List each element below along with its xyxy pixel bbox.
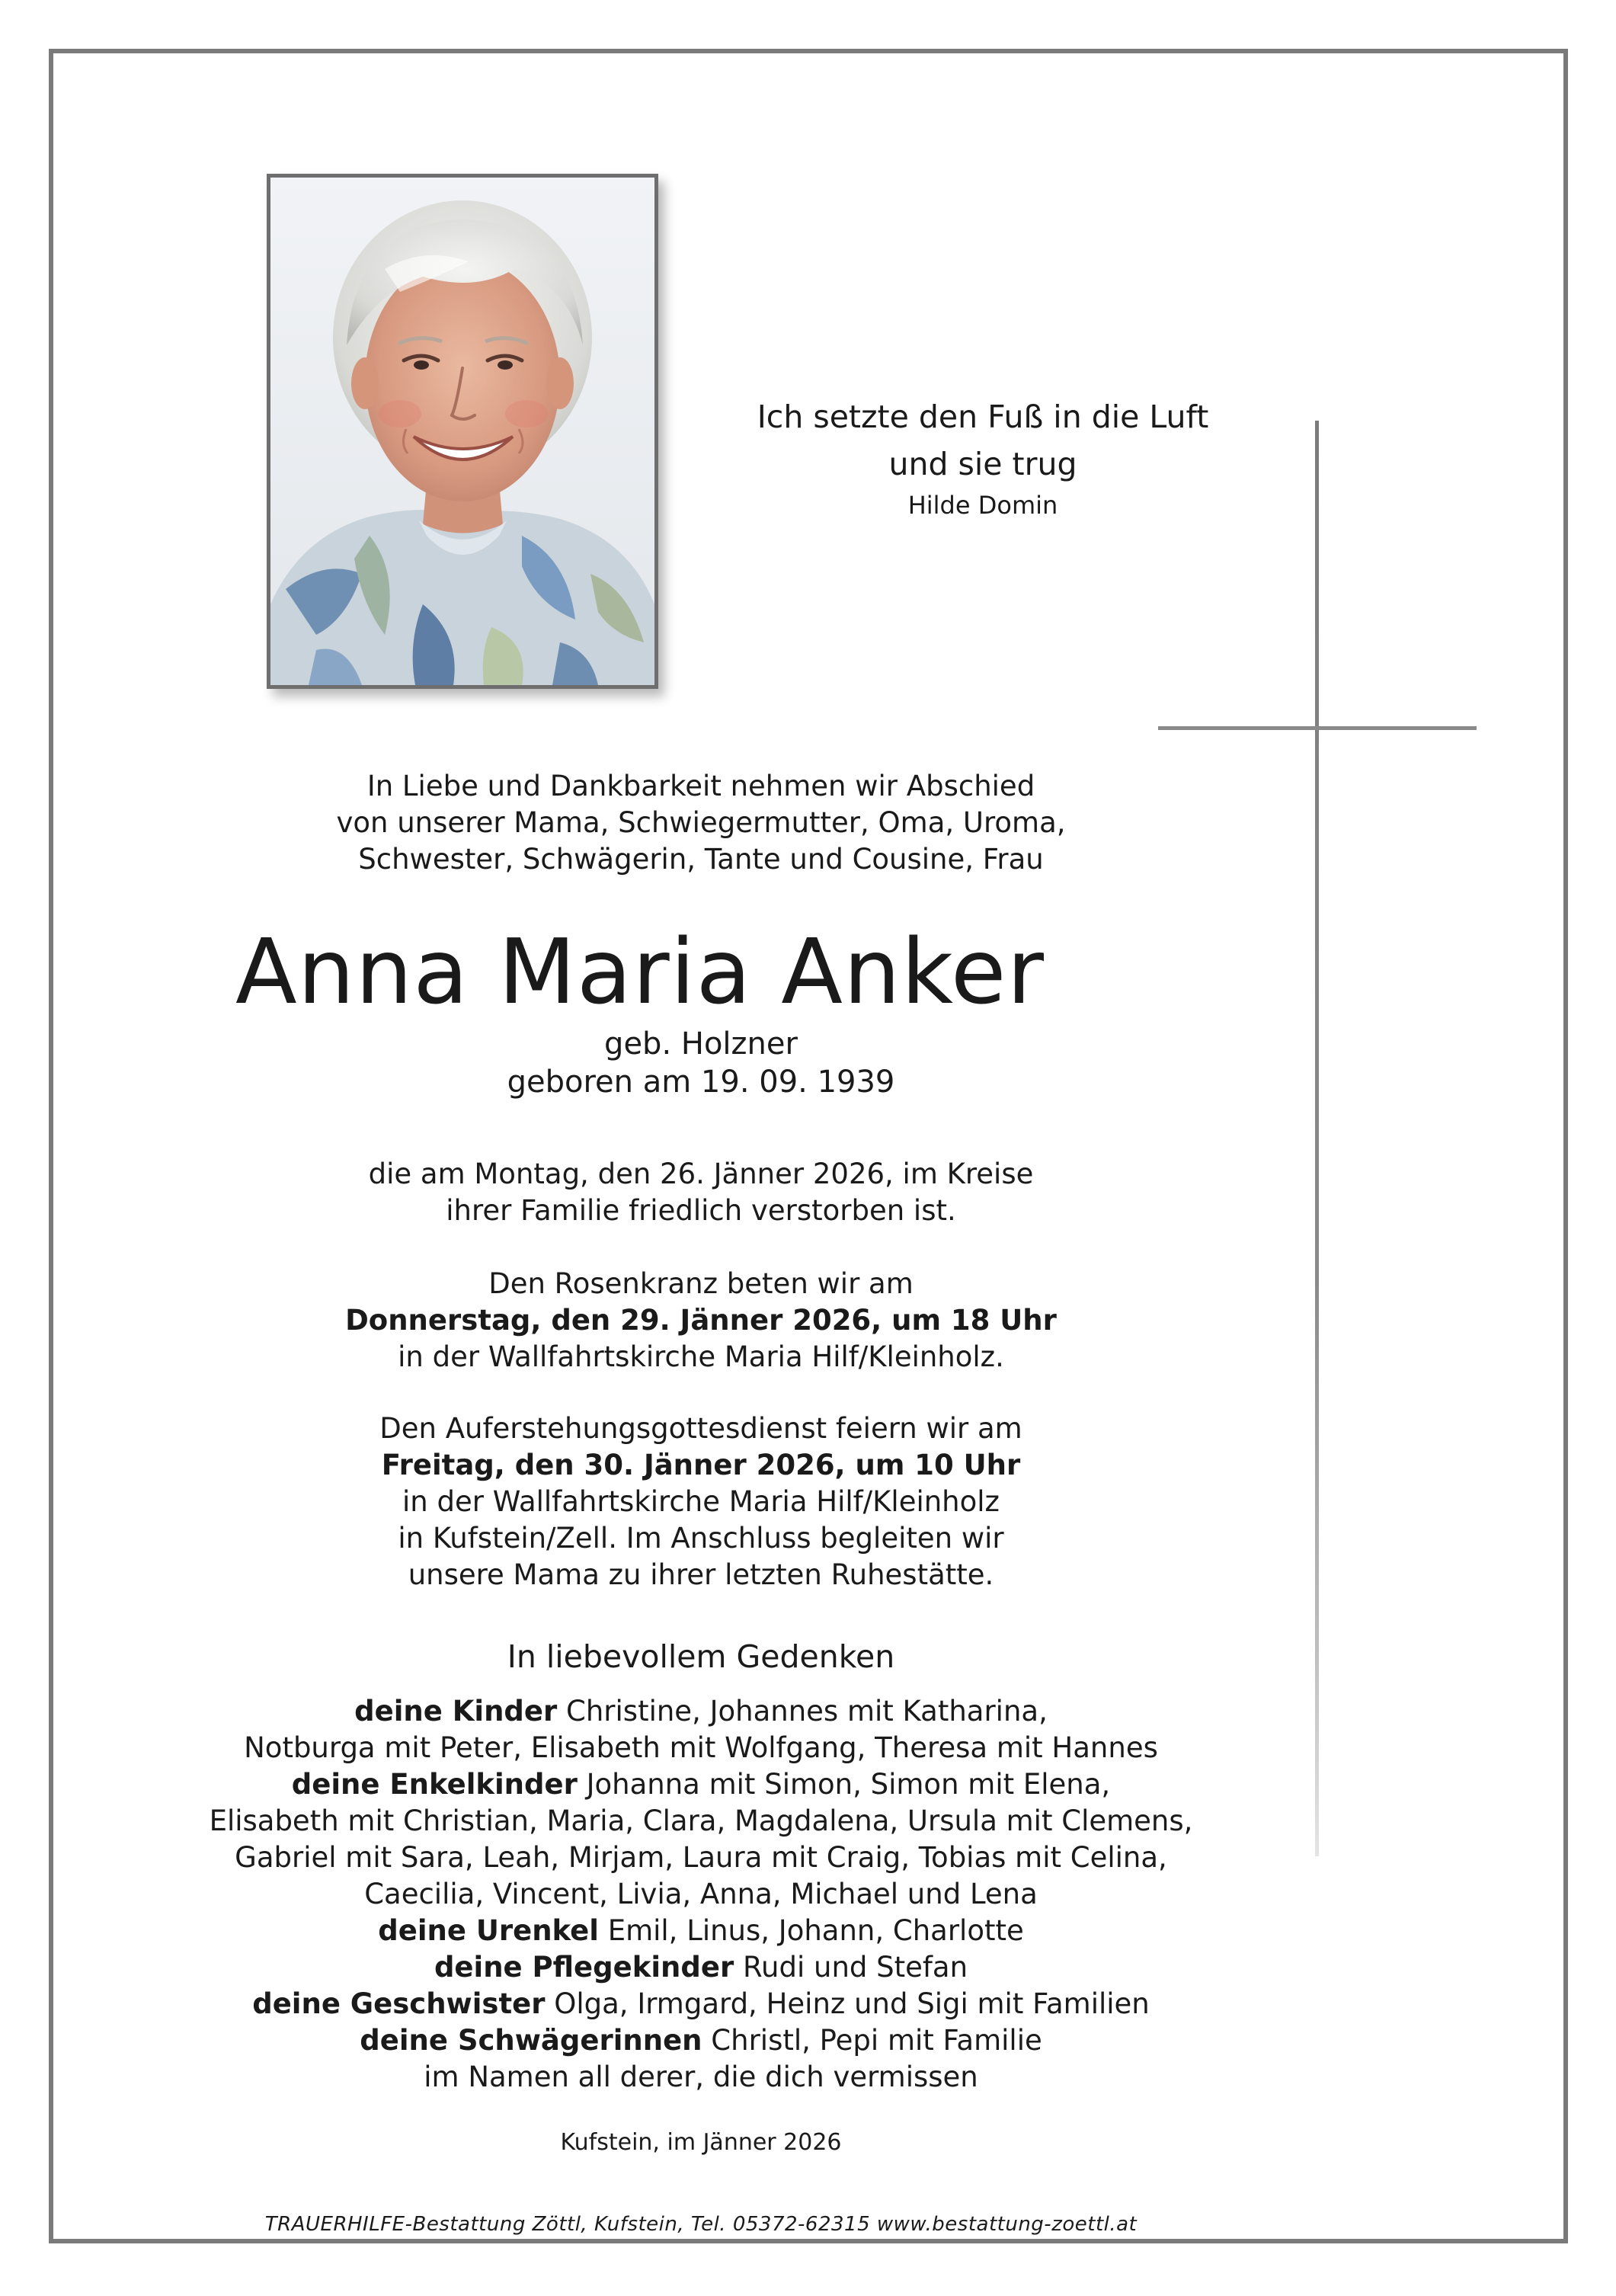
place-date-block bbox=[152, 2128, 1250, 2158]
mourners-closing: im Namen all derer, die dich vermissen bbox=[424, 2061, 978, 2093]
enkel-names-2: Elisabeth mit Christian, Maria, Clara, Magdalena, Ursula mit Clemens, bbox=[209, 1804, 1193, 1837]
service-date: Freitag, den 30. Jänner 2026, um 10 Uhr bbox=[381, 1449, 1021, 1481]
deceased-block bbox=[152, 918, 1250, 1101]
mourners-kinder bbox=[152, 1693, 1250, 1730]
mourners-pflegekinder bbox=[152, 1949, 1250, 1986]
memory-title: In liebevollem Gedenken bbox=[507, 1638, 895, 1675]
schwaeg-label: deine Schwägerinnen bbox=[360, 2024, 702, 2057]
birth-date: geboren am 19. 09. 1939 bbox=[507, 1065, 895, 1100]
rosary-line-1: Den Rosenkranz beten wir am bbox=[488, 1267, 914, 1300]
pflege-names: Rudi und Stefan bbox=[734, 1951, 968, 1984]
service-line-1: Den Auferstehungsgottesdienst feiern wir am bbox=[379, 1412, 1022, 1445]
kinder-names-2: Notburga mit Peter, Elisabeth mit Wolfgang, Theresa mit Hannes bbox=[244, 1731, 1158, 1764]
enkel-names-1: Johanna mit Simon, Simon mit Elena, bbox=[577, 1768, 1111, 1801]
enkel-names-4: Caecilia, Vincent, Livia, Anna, Michael und Lena bbox=[364, 1878, 1038, 1910]
mourners-enkel bbox=[152, 1766, 1250, 1803]
mourners-geschwister bbox=[152, 1986, 1250, 2022]
urenkel-names: Emil, Linus, Johann, Charlotte bbox=[598, 1914, 1024, 1947]
service-line-3: in der Wallfahrtskirche Maria Hilf/Kleinholz bbox=[402, 1485, 1000, 1518]
kinder-label: deine Kinder bbox=[354, 1695, 558, 1728]
death-line-1: die am Montag, den 26. Jänner 2026, im Kreise bbox=[368, 1158, 1034, 1190]
portrait-photo bbox=[267, 174, 658, 689]
intro-line-1: In Liebe und Dankbarkeit nehmen wir Abschied bbox=[366, 770, 1035, 802]
rosary-line-3: in der Wallfahrtskirche Maria Hilf/Kleinholz. bbox=[398, 1340, 1004, 1373]
mourners-block bbox=[152, 1693, 1250, 2096]
place-date: Kufstein, im Jänner 2026 bbox=[560, 2129, 842, 2156]
geschw-label: deine Geschwister bbox=[252, 1987, 546, 2020]
latin-cross-icon bbox=[1315, 421, 1319, 1856]
death-line-2: ihrer Familie friedlich verstorben ist. bbox=[446, 1194, 956, 1227]
funeral-home-footer: TRAUERHILFE-Bestattung Zöttl, Kufstein, Tel. 05372-62315 www.bestattung-zoettl.at bbox=[264, 2213, 1138, 2236]
urenkel-label: deine Urenkel bbox=[378, 1914, 599, 1947]
mourners-schwaegerinnen bbox=[152, 2022, 1250, 2059]
quote-line-2: und sie trug bbox=[888, 446, 1077, 482]
death-block bbox=[152, 1156, 1250, 1229]
latin-cross-bar-icon bbox=[1158, 726, 1477, 730]
service-block bbox=[152, 1411, 1250, 1593]
geschw-names: Olga, Irmgard, Heinz und Sigi mit Familien bbox=[545, 1987, 1150, 2020]
rosary-date: Donnerstag, den 29. Jänner 2026, um 18 Uhr bbox=[345, 1304, 1057, 1337]
quote-block bbox=[709, 393, 1257, 523]
enkel-label: deine Enkelkinder bbox=[291, 1768, 578, 1801]
rosary-block bbox=[152, 1266, 1250, 1375]
schwaeg-names: Christl, Pepi mit Familie bbox=[702, 2024, 1042, 2057]
mourners-urenkel bbox=[152, 1913, 1250, 1949]
intro-line-3: Schwester, Schwägerin, Tante und Cousine, Frau bbox=[358, 843, 1044, 876]
service-line-4: in Kufstein/Zell. Im Anschluss begleiten wir bbox=[398, 1522, 1004, 1555]
deceased-name: Anna Maria Anker bbox=[235, 919, 1045, 1024]
memory-title-block bbox=[152, 1637, 1250, 1676]
portrait-illustration bbox=[270, 178, 654, 685]
maiden-name: geb. Holzner bbox=[604, 1026, 798, 1062]
pflege-label: deine Pflegekinder bbox=[434, 1951, 734, 1984]
quote-author: Hilde Domin bbox=[907, 491, 1058, 520]
enkel-names-3: Gabriel mit Sara, Leah, Mirjam, Laura mit Craig, Tobias mit Celina, bbox=[235, 1841, 1167, 1874]
service-line-5: unsere Mama zu ihrer letzten Ruhestätte. bbox=[408, 1558, 994, 1591]
intro-block bbox=[152, 768, 1250, 878]
kinder-names-1: Christine, Johannes mit Katharina, bbox=[557, 1695, 1048, 1728]
quote-line-1: Ich setzte den Fuß in die Luft bbox=[757, 399, 1209, 435]
intro-line-2: von unserer Mama, Schwiegermutter, Oma, Uroma, bbox=[336, 806, 1066, 839]
